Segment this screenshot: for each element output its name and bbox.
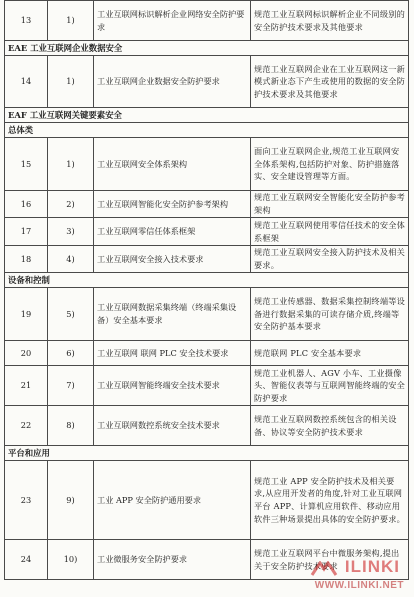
standard-description: 规范工业机器人、AGV 小车、工业摄像头、智能仪表等与互联网智能终端的安全防护要求 xyxy=(251,366,409,406)
row-number: 22 xyxy=(5,406,48,446)
standard-description: 规范工业互联网平台中微服务架构,提出关于安全防护技术要求 xyxy=(251,540,409,580)
sub-number: 7) xyxy=(48,366,94,406)
standard-description: 规范工业互联网数控系统包含的相关设备、协议等安全防护技术要求 xyxy=(251,406,409,446)
table-row xyxy=(5,56,409,108)
watermark xyxy=(278,557,408,591)
section-row xyxy=(5,108,409,123)
standard-description: 规范工业互联网使用零信任技术的安全体系框架 xyxy=(251,218,409,246)
section-row xyxy=(5,41,409,56)
table-row xyxy=(5,246,409,273)
row-number: 24 xyxy=(5,540,48,580)
section-title: 总体类 xyxy=(5,123,409,138)
standard-name: 工业互联网零信任体系框架 xyxy=(94,218,251,246)
section-row xyxy=(5,273,409,288)
section-row xyxy=(5,123,409,138)
row-number: 13 xyxy=(5,1,48,41)
standard-name: 工业微服务安全防护要求 xyxy=(94,540,251,580)
standard-description: 规范工业传感器、数据采集控制终端等设备进行数据采集的可读存储介质,终端等安全防护基本要求 xyxy=(251,288,409,341)
sub-number: 1) xyxy=(48,1,94,41)
row-number: 21 xyxy=(5,366,48,406)
table-row xyxy=(5,218,409,246)
table-row xyxy=(5,461,409,540)
row-number: 17 xyxy=(5,218,48,246)
standard-name: 工业互联网 联网 PLC 安全技术要求 xyxy=(94,341,251,366)
section-title: 平台和应用 xyxy=(5,446,409,461)
sub-number: 1) xyxy=(48,138,94,191)
row-number: 14 xyxy=(5,56,48,108)
sub-number: 5) xyxy=(48,288,94,341)
table-row xyxy=(5,341,409,366)
standard-description: 规范工业互联网安全智能化安全防护参考架构 xyxy=(251,191,409,218)
standard-description: 规范工业 APP 安全防护技术及相关要求,从应用开发者的角度,针对工业互联网平台 APP、计算机应用软件、移动应用软件三种场景提出具体的安全防护要求。 xyxy=(251,461,409,540)
standard-name: 工业 APP 安全防护通用要求 xyxy=(94,461,251,540)
watermark-logo-mark-icon xyxy=(310,561,338,577)
sub-number: 1) xyxy=(48,56,94,108)
standard-description: 规范联网 PLC 安全基本要求 xyxy=(251,341,409,366)
row-number: 16 xyxy=(5,191,48,218)
row-number: 15 xyxy=(5,138,48,191)
watermark-url: WWW.ILINKI.NET xyxy=(314,580,404,591)
table-row xyxy=(5,1,409,41)
standard-name: 工业互联网数控系统安全技术要求 xyxy=(94,406,251,446)
section-row xyxy=(5,446,409,461)
standard-description: 规范工业互联网安全接入防护技术及相关要求。 xyxy=(251,246,409,273)
standard-name: 工业互联网标识解析企业网络安全防护要求 xyxy=(94,1,251,41)
table-row xyxy=(5,406,409,446)
sub-number: 10) xyxy=(48,540,94,580)
standard-name: 工业互联网安全体系架构 xyxy=(94,138,251,191)
sub-number: 9) xyxy=(48,461,94,540)
standard-name: 工业互联网企业数据安全防护要求 xyxy=(94,56,251,108)
standard-description: 规范工业互联网标识解析企业不同级别的安全防护技术要求及其他要求 xyxy=(251,1,409,41)
standards-table xyxy=(4,0,409,580)
sub-number: 3) xyxy=(48,218,94,246)
row-number: 23 xyxy=(5,461,48,540)
standard-name: 工业互联网智能终端安全技术要求 xyxy=(94,366,251,406)
standard-name: 工业互联网数据采集终端（终端采集设备）安全基本要求 xyxy=(94,288,251,341)
standard-description: 规范工业互联网企业在工业互联网这一新模式新业态下产生或使用的数据的安全防护技术要求及其他要求 xyxy=(251,56,409,108)
table-row xyxy=(5,138,409,191)
row-number: 20 xyxy=(5,341,48,366)
section-title: EAE 工业互联网企业数据安全 xyxy=(5,41,409,56)
standard-name: 工业互联网安全接入技术要求 xyxy=(94,246,251,273)
table-row xyxy=(5,288,409,341)
watermark-logo-text: ILINKI xyxy=(344,557,400,576)
sub-number: 2) xyxy=(48,191,94,218)
standard-description: 面向工业互联网企业,规范工业互联网安全体系架构,包括防护对象、防护措施落实、安全建设管理等方面。 xyxy=(251,138,409,191)
table-row xyxy=(5,366,409,406)
row-number: 19 xyxy=(5,288,48,341)
sub-number: 8) xyxy=(48,406,94,446)
standard-name: 工业互联网智能化安全防护参考架构 xyxy=(94,191,251,218)
row-number: 18 xyxy=(5,246,48,273)
section-title: EAF 工业互联网关键要素安全 xyxy=(5,108,409,123)
section-title: 设备和控制 xyxy=(5,273,409,288)
standards-table-body xyxy=(5,1,409,580)
sub-number: 6) xyxy=(48,341,94,366)
sub-number: 4) xyxy=(48,246,94,273)
table-row xyxy=(5,191,409,218)
